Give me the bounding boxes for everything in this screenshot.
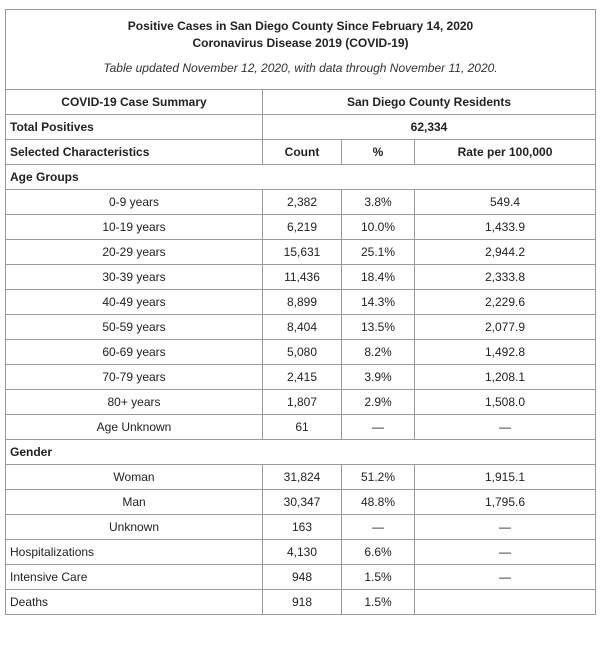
rate-cell: 1,795.6	[415, 490, 596, 515]
row-label: Deaths	[6, 590, 263, 615]
total-positives-label: Total Positives	[6, 115, 263, 140]
count-cell: 11,436	[263, 265, 342, 290]
row-label: Man	[6, 490, 263, 515]
total-positives-row	[6, 115, 596, 140]
percent-cell: 10.0%	[342, 215, 415, 240]
outcome-row	[6, 540, 596, 565]
percent-cell: 6.6%	[342, 540, 415, 565]
count-cell: 4,130	[263, 540, 342, 565]
table-subtitle: Coronavirus Disease 2019 (COVID-19)	[192, 36, 409, 50]
percent-cell: —	[342, 415, 415, 440]
gender-row	[6, 515, 596, 540]
rate-cell: 1,915.1	[415, 465, 596, 490]
count-cell: 31,824	[263, 465, 342, 490]
count-cell: 6,219	[263, 215, 342, 240]
residents-header: San Diego County Residents	[263, 90, 596, 115]
row-label: Intensive Care	[6, 565, 263, 590]
percent-header: %	[342, 140, 415, 165]
percent-cell: 3.9%	[342, 365, 415, 390]
age-group-row	[6, 290, 596, 315]
row-label: 10-19 years	[6, 215, 263, 240]
row-label: 0-9 years	[6, 190, 263, 215]
age-group-row	[6, 390, 596, 415]
total-positives-value: 62,334	[263, 115, 596, 140]
rate-cell: 1,508.0	[415, 390, 596, 415]
percent-cell: 8.2%	[342, 340, 415, 365]
percent-cell: 13.5%	[342, 315, 415, 340]
rate-cell: —	[415, 515, 596, 540]
count-header: Count	[263, 140, 342, 165]
case-summary-header: COVID-19 Case Summary	[6, 90, 263, 115]
age-group-row	[6, 265, 596, 290]
rate-cell: 2,077.9	[415, 315, 596, 340]
rate-cell: 1,492.8	[415, 340, 596, 365]
percent-cell: 14.3%	[342, 290, 415, 315]
rate-cell: 1,208.1	[415, 365, 596, 390]
count-cell: 8,899	[263, 290, 342, 315]
percent-cell: 25.1%	[342, 240, 415, 265]
count-cell: 2,415	[263, 365, 342, 390]
age-group-row	[6, 415, 596, 440]
count-cell: 5,080	[263, 340, 342, 365]
header-row	[6, 90, 596, 115]
rate-cell: 1,433.9	[415, 215, 596, 240]
age-group-row	[6, 190, 596, 215]
gender-rows	[6, 465, 596, 540]
count-cell: 15,631	[263, 240, 342, 265]
covid-case-summary-table	[5, 9, 596, 615]
rate-cell: 2,229.6	[415, 290, 596, 315]
percent-cell: 18.4%	[342, 265, 415, 290]
row-label: Age Unknown	[6, 415, 263, 440]
row-label: 60-69 years	[6, 340, 263, 365]
count-cell: 1,807	[263, 390, 342, 415]
age-group-rows	[6, 190, 596, 440]
gender-row	[6, 490, 596, 515]
percent-cell: 1.5%	[342, 590, 415, 615]
outcome-row	[6, 590, 596, 615]
percent-cell: 51.2%	[342, 465, 415, 490]
row-label: Unknown	[6, 515, 263, 540]
rate-cell: —	[415, 540, 596, 565]
rate-cell	[415, 590, 596, 615]
rate-cell: 2,333.8	[415, 265, 596, 290]
count-cell: 163	[263, 515, 342, 540]
outcome-rows	[6, 540, 596, 615]
percent-cell: 3.8%	[342, 190, 415, 215]
gender-heading: Gender	[6, 440, 596, 465]
age-group-row	[6, 240, 596, 265]
age-group-row	[6, 365, 596, 390]
age-group-row	[6, 315, 596, 340]
rate-header: Rate per 100,000	[415, 140, 596, 165]
row-label: Woman	[6, 465, 263, 490]
row-label: 20-29 years	[6, 240, 263, 265]
percent-cell: 1.5%	[342, 565, 415, 590]
count-cell: 30,347	[263, 490, 342, 515]
age-group-row	[6, 215, 596, 240]
count-cell: 918	[263, 590, 342, 615]
count-cell: 2,382	[263, 190, 342, 215]
row-label: 80+ years	[6, 390, 263, 415]
age-groups-heading: Age Groups	[6, 165, 596, 190]
title-cell	[6, 10, 596, 90]
count-cell: 8,404	[263, 315, 342, 340]
characteristics-header: Selected Characteristics	[6, 140, 263, 165]
row-label: Hospitalizations	[6, 540, 263, 565]
row-label: 40-49 years	[6, 290, 263, 315]
row-label: 70-79 years	[6, 365, 263, 390]
outcome-row	[6, 565, 596, 590]
percent-cell: —	[342, 515, 415, 540]
rate-cell: —	[415, 415, 596, 440]
percent-cell: 48.8%	[342, 490, 415, 515]
gender-section-row	[6, 440, 596, 465]
rate-cell: 549.4	[415, 190, 596, 215]
count-cell: 948	[263, 565, 342, 590]
row-label: 30-39 years	[6, 265, 263, 290]
row-label: 50-59 years	[6, 315, 263, 340]
update-note: Table updated November 12, 2020, with data through November 11, 2020.	[103, 61, 498, 75]
rate-cell: 2,944.2	[415, 240, 596, 265]
age-groups-section-row	[6, 165, 596, 190]
percent-cell: 2.9%	[342, 390, 415, 415]
title-row	[6, 10, 596, 90]
column-header-row	[6, 140, 596, 165]
gender-row	[6, 465, 596, 490]
age-group-row	[6, 340, 596, 365]
rate-cell: —	[415, 565, 596, 590]
count-cell: 61	[263, 415, 342, 440]
table-title: Positive Cases in San Diego County Since February 14, 2020	[127, 19, 474, 33]
